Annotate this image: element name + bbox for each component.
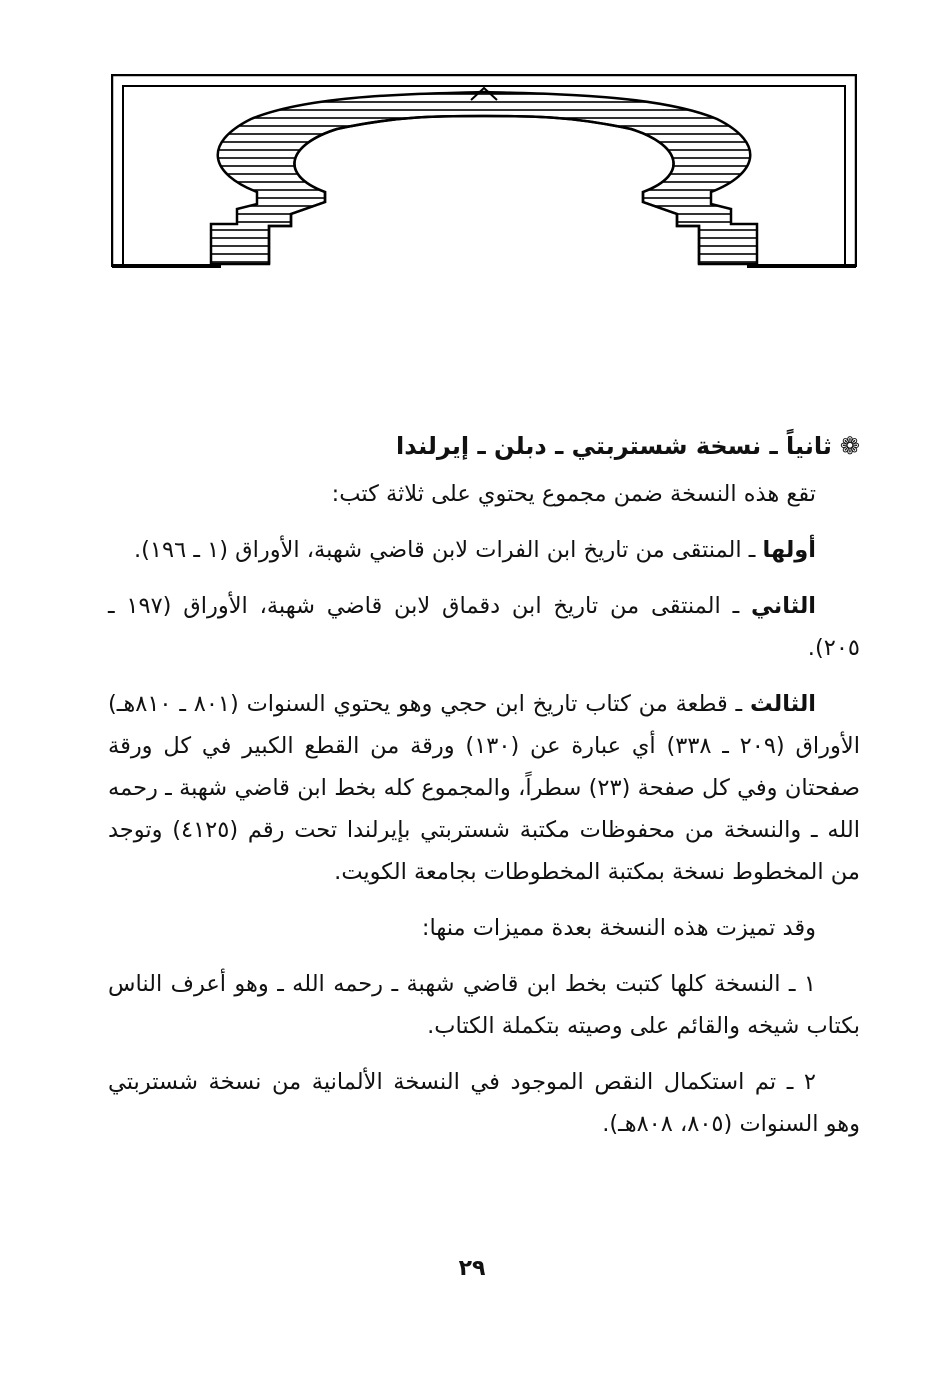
- item-second-text: ـ المنتقى من تاريخ ابن دقماق لابن قاضي شهبة، الأوراق (١٩٧ ـ ٢٠٥).: [108, 593, 860, 661]
- item-first-label: أولها: [762, 537, 816, 563]
- page-number: ٢٩: [458, 1256, 486, 1281]
- feature-item-1: ١ ـ النسخة كلها كتبت بخط ابن قاضي شهبة ـ رحمه الله ـ وهو أعرف الناس بكتاب شيخه والقائم على وصيته بتكملة الكتاب.: [108, 971, 860, 1039]
- item-third-label: الثالث: [749, 691, 816, 717]
- item-third-text: ـ قطعة من كتاب تاريخ ابن حجي وهو يحتوي السنوات (٨٠١ ـ ٨١٠هـ) الأوراق (٢٠٩ ـ ٣٣٨) أي عبارة عن (١٣٠) ورقة من القطع الكبير في كل ورقة صفحتان وفي كل صفحة (٢٣) سطراً، والمجموع كله بخط ابن قاضي شهبة ـ رحمه الله ـ والنسخة من محفوظات مكتبة شستربتي بإيرلندا تحت رقم (٤١٢٥) وتوجد من المخطوط نسخة بمكتبة المخطوطات بجامعة الكويت.: [108, 691, 860, 885]
- section-title: ثانياً ـ نسخة شستربتي ـ دبلن ـ إيرلندا: [396, 432, 832, 460]
- features-intro: وقد تميزت هذه النسخة بعدة مميزات منها:: [421, 915, 816, 941]
- flower-ornament-icon: ❁: [839, 432, 860, 460]
- item-second: [108, 585, 860, 669]
- section-heading: [108, 425, 860, 467]
- item-second-label: الثاني: [750, 593, 816, 619]
- feature-item-2: ٢ ـ تم استكمال النقص الموجود في النسخة الألمانية من نسخة شستربتي وهو السنوات (٨٠٥، ٨٠٨هـ).: [108, 1069, 860, 1137]
- intro-paragraph: تقع هذه النسخة ضمن مجموع يحتوي على ثلاثة كتب:: [331, 481, 816, 507]
- item-third: [108, 683, 860, 893]
- document-body: [108, 425, 860, 1159]
- item-first: [108, 529, 860, 571]
- header-ornament: [111, 74, 857, 269]
- item-first-text: ـ المنتقى من تاريخ ابن الفرات لابن قاضي شهبة، الأوراق (١ ـ ١٩٦).: [133, 537, 763, 563]
